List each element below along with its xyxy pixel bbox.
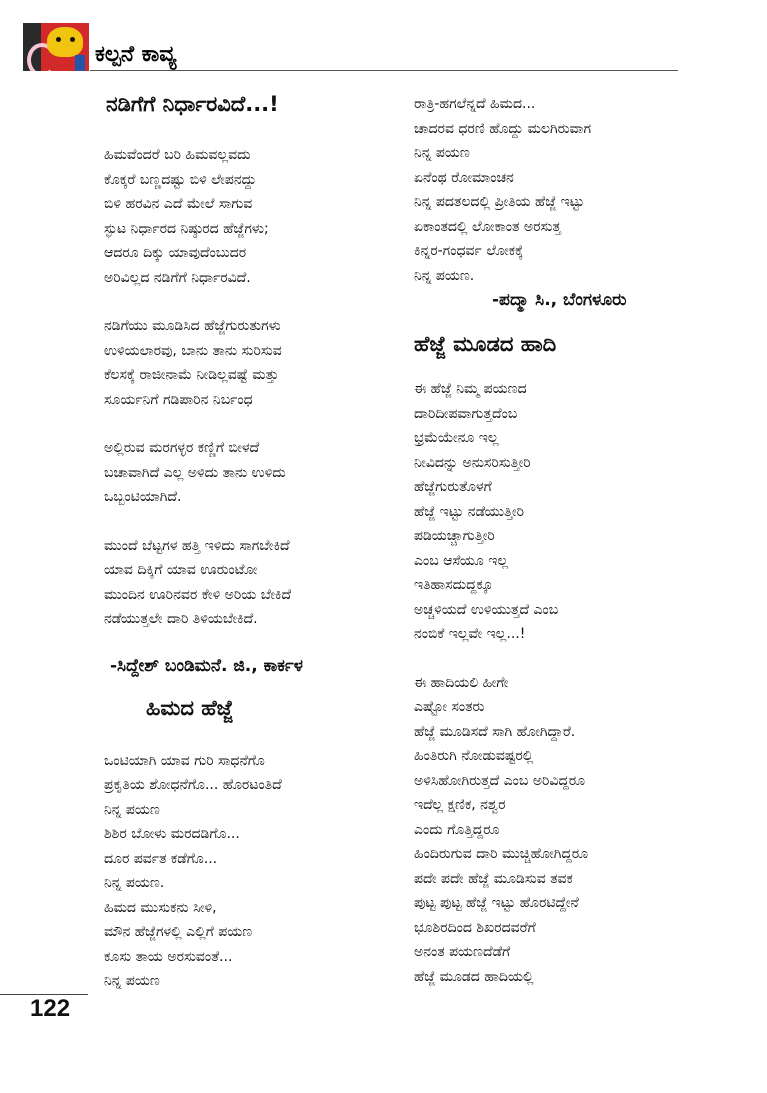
poem-line: ಉಳಿಯಲಾರವು, ಬಾನು ತಾನು ಸುರಿಸುವ bbox=[104, 342, 282, 359]
poem-line: ಹಿಮವೆಂದರೆ ಬರಿ ಹಿಮವಲ್ಲವದು bbox=[104, 147, 251, 163]
poem-stanza bbox=[104, 436, 404, 510]
poem-line: ಒಂಟಿಯಾಗಿ ಯಾವ ಗುರಿ ಸಾಧನೆಗೊ bbox=[104, 752, 265, 769]
poem-stanza bbox=[414, 671, 714, 990]
poem-line: ಎಂದು ಗೊತ್ತಿದ್ದರೂ bbox=[414, 821, 500, 838]
poem-line: ಮೌನ ಹೆಜ್ಜೆಗಳಲ್ಲಿ ಎಲ್ಲಿಗೆ ಪಯಣ bbox=[104, 924, 253, 940]
poem-line: ಅಚ್ಚಳಿಯದೆ ಉಳಿಯುತ್ತದೆ ಎಂಬ bbox=[414, 601, 559, 618]
poem-line: ಪುಟ್ಟ ಪುಟ್ಟ ಹೆಜ್ಜೆ ಇಟ್ಟು ಹೊರಟಿದ್ದೇನೆ bbox=[414, 895, 579, 911]
poem-stanza bbox=[104, 314, 404, 412]
header-divider bbox=[90, 70, 678, 71]
poem-stanza bbox=[104, 143, 404, 290]
magazine-logo bbox=[23, 23, 89, 71]
poem-line: ಯಾವ ದಿಕ್ಕಿಗೆ ಯಾವ ಊರುಂಟೋ bbox=[104, 562, 258, 578]
left-column bbox=[104, 92, 404, 994]
page-header bbox=[0, 0, 767, 72]
poem-title: ನಡಿಗೆಗೆ ನಿರ್ಧಾರವಿದೆ...! bbox=[106, 92, 279, 116]
poem-line: ಬಚಾವಾಗಿದೆ ಎಲ್ಲ ಅಳಿದು ತಾನು ಉಳಿದು bbox=[104, 464, 286, 481]
poem-line: ನಿನ್ನ ಪದತಲದಲ್ಲಿ ಪ್ರೀತಿಯ ಹೆಜ್ಜೆ ಇಟ್ಟು bbox=[414, 194, 585, 210]
poem-author: -ಪದ್ಮಾ ಸಿ., ಬೆಂಗಳೂರು bbox=[492, 290, 627, 310]
poem-line: ನಡಿಗೆಯು ಮೂಡಿಸಿದ ಹೆಜ್ಜೆಗುರುತುಗಳು bbox=[104, 318, 281, 334]
poem-line: ಹಿಂತಿರುಗಿ ನೋಡುವಷ್ಟರಲ್ಲಿ bbox=[414, 748, 534, 764]
poem-line: ಶಿಶಿರ ಬೋಳು ಮರದಡಿಗೊ... bbox=[104, 826, 240, 842]
poem-line: ನಿನ್ನ ಪಯಣ. bbox=[414, 267, 475, 284]
poem-line: ಕೊಕ್ಕರೆ ಬಣ್ಣದಷ್ಟು ಬಿಳಿ ಲೇಪನದ್ದು bbox=[104, 171, 257, 188]
poem-line: ಭ್ರಮೆಯೇನೂ ಇಲ್ಲ bbox=[414, 430, 499, 446]
poem-line: ಈ ಹೆಜ್ಜೆ ನಿಮ್ಮ ಪಯಣದ bbox=[414, 381, 527, 397]
poem-line: ಹೆಜ್ಜೆ ಮೂಡದ ಹಾದಿಯಲ್ಲಿ bbox=[414, 968, 534, 985]
poem-stanza bbox=[104, 534, 404, 632]
poem-line: ಎಂಬ ಆಸೆಯೂ ಇಲ್ಲ bbox=[414, 552, 509, 569]
poem-line: ಪ್ರಕೃತಿಯ ಶೋಧನೆಗೊ... ಹೊರಟಂತಿದೆ bbox=[104, 777, 282, 793]
poem-line: ಪದೇ ಪದೇ ಹೆಜ್ಜೆ ಮೂಡಿಸುವ ತವಕ bbox=[414, 870, 573, 887]
poem-author: -ಸಿದ್ದೇಶ್ ಬಂಡಿಮನೆ. ಜಿ., ಕಾರ್ಕಳ bbox=[110, 655, 303, 676]
poem-line: ನಿನ್ನ ಪಯಣ bbox=[104, 973, 160, 989]
poem-line: ಹೆಜ್ಜೆಗುರುತೊಳಗೆ bbox=[414, 479, 492, 495]
poem-line: ಭೂಶಿರದಿಂದ ಶಿಖರದವರೆಗೆ bbox=[414, 919, 536, 936]
section-title: ಕಲ್ಪನೆ ಕಾವ್ಯ bbox=[95, 42, 177, 67]
poem-line: ನಡೆಯುತ್ತಲೇ ದಾರಿ ತಿಳಿಯಬೇಕಿದೆ. bbox=[104, 611, 258, 627]
poem-line: ಏಕಾಂತದಲ್ಲಿ ಲೋಕಾಂತ ಅರಸುತ್ತ bbox=[414, 218, 562, 235]
poem-line: ಮುಂದೆ ಬೆಟ್ಟಗಳ ಹತ್ತಿ ಇಳಿದು ಸಾಗಬೇಕಿದೆ bbox=[104, 537, 290, 554]
poem-line: ಎಷ್ಟೋ ಸಂತರು bbox=[414, 699, 485, 715]
poem-line: ಇದೆಲ್ಲ ಕ್ಷಣಿಕ, ನಶ್ವರ bbox=[414, 797, 506, 813]
logo-blue-block bbox=[75, 55, 85, 71]
poem-line: ದೂರ ಪರ್ವತ ಕಡೆಗೊ... bbox=[104, 850, 218, 867]
poem-line: ಈ ಹಾದಿಯಲಿ ಹೀಗೇ bbox=[414, 674, 509, 691]
poem-line: ನಂಬಿಕೆ ಇಲ್ಲವೇ ಇಲ್ಲ...! bbox=[414, 626, 526, 642]
poem-line: ಹೆಜ್ಜೆ ಇಟ್ಟು ನಡೆಯುತ್ತೀರಿ bbox=[414, 503, 525, 520]
poem-line: ಕೆಲಸಕ್ಕೆ ರಾಜೀನಾಮೆ ನೀಡಿಲ್ಲವಷ್ಟೆ ಮತ್ತು bbox=[104, 367, 279, 383]
logo-eye-icon bbox=[56, 37, 61, 42]
poem-line: ಸ್ಫುಟ ನಿರ್ಧಾರದ ನಿಷ್ಠುರದ ಹೆಜ್ಜೆಗಳು; bbox=[104, 220, 269, 237]
poem-line: ಏನೆಂಥ ರೋಮಾಂಚನ bbox=[414, 169, 514, 186]
poem-line: ಕೂಸು ತಾಯ ಅರಸುವಂತೆ... bbox=[104, 948, 233, 965]
logo-face-icon bbox=[47, 27, 83, 57]
poem-line: ರಾತ್ರಿ-ಹಗಲೆನ್ನದೆ ಹಿಮದ... bbox=[414, 96, 536, 112]
poem-stanza bbox=[414, 92, 714, 288]
poem-line: ಪಡಿಯಚ್ಚಾಗುತ್ತೀರಿ bbox=[414, 528, 495, 544]
poem-line: ನಿನ್ನ ಪಯಣ bbox=[414, 145, 470, 161]
right-column bbox=[414, 92, 714, 989]
poem-line: ಬಿಳಿ ಹರವಿನ ಎದೆ ಮೇಲೆ ಸಾಗುವ bbox=[104, 196, 253, 212]
logo-eye-icon bbox=[70, 37, 75, 42]
poem-line: ಅಳಿಸಿಹೋಗಿರುತ್ತದೆ ಎಂಬ ಅರಿವಿದ್ದರೂ bbox=[414, 772, 586, 789]
poem-line: ಸೂರ್ಯನಿಗೆ ಗಡಿಪಾರಿನ ನಿರ್ಬಂಧ bbox=[104, 391, 253, 408]
poem-title: ಹೆಜ್ಜೆ ಮೂಡದ ಹಾದಿ bbox=[414, 332, 557, 356]
poem-line: ದಾರಿದೀಪವಾಗುತ್ತದೆಂಬ bbox=[414, 405, 518, 422]
poem-title: ಹಿಮದ ಹೆಜ್ಜೆ bbox=[146, 695, 234, 720]
poem-stanza bbox=[104, 749, 404, 994]
poem-line: ಒಬ್ಬಂಟಿಯಾಗಿದೆ. bbox=[104, 489, 182, 505]
poem-line: ಹಿಮದ ಮುಸುಕನು ಸೀಳಿ, bbox=[104, 899, 217, 916]
poem-line: ಕಿನ್ನರ-ಗಂಧರ್ವ ಲೋಕಕ್ಕೆ bbox=[414, 243, 524, 259]
poem-line: ಮುಂದಿನ ಊರಿನವರ ಕೇಳಿ ಅರಿಯ ಬೇಕಿದೆ bbox=[104, 586, 292, 603]
poem-line: ನೀವಿದನ್ನು ಅನುಸರಿಸುತ್ತೀರಿ bbox=[414, 454, 531, 471]
poem-line: ಹೆಜ್ಜೆ ಮೂಡಿಸದೆ ಸಾಗಿ ಹೋಗಿದ್ದಾರೆ. bbox=[414, 723, 576, 740]
poem-line: ಆದರೂ ದಿಕ್ಕು ಯಾವುದೆಂಬುದರ bbox=[104, 245, 247, 261]
poem-line: ಚಾದರವ ಧರಣಿ ಹೊದ್ದು ಮಲಗಿರುವಾಗ bbox=[414, 120, 592, 137]
page-number: 122 bbox=[30, 995, 71, 1022]
poem-line: ನಿನ್ನ ಪಯಣ. bbox=[104, 875, 165, 891]
poem-line: ನಿನ್ನ ಪಯಣ bbox=[104, 801, 160, 818]
poem-stanza bbox=[414, 377, 714, 647]
poem-line: ಇತಿಹಾಸದುದ್ದಕ್ಕೂ bbox=[414, 577, 493, 593]
poem-line: ಅನಂತ ಪಯಣದೆಡೆಗೆ bbox=[414, 944, 511, 960]
poem-line: ಅರಿವಿಲ್ಲದ ನಡಿಗೆಗೆ ನಿರ್ಧಾರವಿದೆ. bbox=[104, 269, 251, 286]
poem-line: ಹಿಂದಿರುಗುವ ದಾರಿ ಮುಚ್ಚಿಹೋಗಿದ್ದರೂ bbox=[414, 846, 589, 862]
poem-line: ಅಲ್ಲಿರುವ ಮರಗಳ್ಳರ ಕಣ್ಣಿಗೆ ಬೀಳದೆ bbox=[104, 440, 260, 456]
